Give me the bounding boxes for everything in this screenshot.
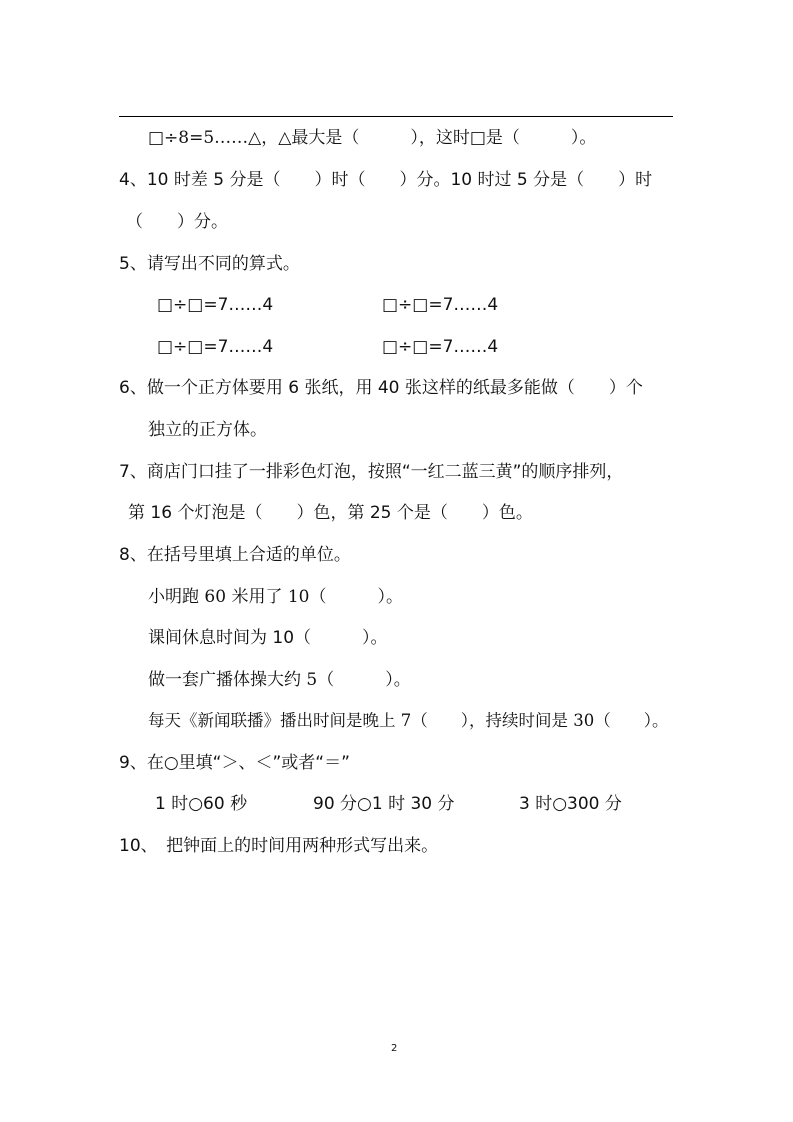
q9-compare-1: 1 时○60 秒 [155, 794, 248, 814]
q5-heading: 5、请写出不同的算式。 [119, 254, 300, 274]
q5-formula-2: □÷□=7……4 [382, 295, 499, 315]
q6-line-1: 6、做一个正方体要用 6 张纸，用 40 张这样的纸最多能做（ ）个 [119, 378, 643, 398]
q8-item-4: 每天《新闻联播》播出时间是晚上 7（ ），持续时间是 30（ ）。 [148, 711, 669, 730]
q8-item-2: 课间休息时间为 10（ ）。 [148, 628, 388, 648]
q4-line-2: （ ）分。 [126, 212, 228, 232]
header-rule [119, 116, 673, 117]
q5-formula-1: □÷□=7……4 [157, 295, 274, 315]
q8-heading: 8、在括号里填上合适的单位。 [119, 545, 351, 565]
q3-continued: □÷8=5……△，△最大是（ ），这时□是（ ）。 [148, 128, 597, 148]
q9-heading: 9、在○里填“＞、＜”或者“＝” [119, 753, 350, 773]
q6-line-2: 独立的正方体。 [148, 420, 267, 440]
q10-heading: 10、 把钟面上的时间用两种形式写出来。 [119, 836, 439, 856]
q8-item-3: 做一套广播体操大约 5（ ）。 [148, 670, 411, 690]
q9-compare-3: 3 时○300 分 [519, 794, 622, 814]
q4-line-1: 4、10 时差 5 分是（ ）时（ ）分。10 时过 5 分是（ ）时 [119, 170, 653, 190]
q7-line-2: 第 16 个灯泡是（ ）色，第 25 个是（ ）色。 [128, 503, 533, 523]
q8-item-1: 小明跑 60 米用了 10（ ）。 [148, 587, 403, 607]
q5-formula-3: □÷□=7……4 [157, 337, 274, 357]
q9-compare-2: 90 分○1 时 30 分 [313, 794, 455, 814]
q5-formula-4: □÷□=7……4 [382, 337, 499, 357]
page-number: 2 [391, 1043, 398, 1054]
q7-line-1: 7、商店门口挂了一排彩色灯泡，按照“一红二蓝三黄”的顺序排列， [119, 462, 624, 482]
